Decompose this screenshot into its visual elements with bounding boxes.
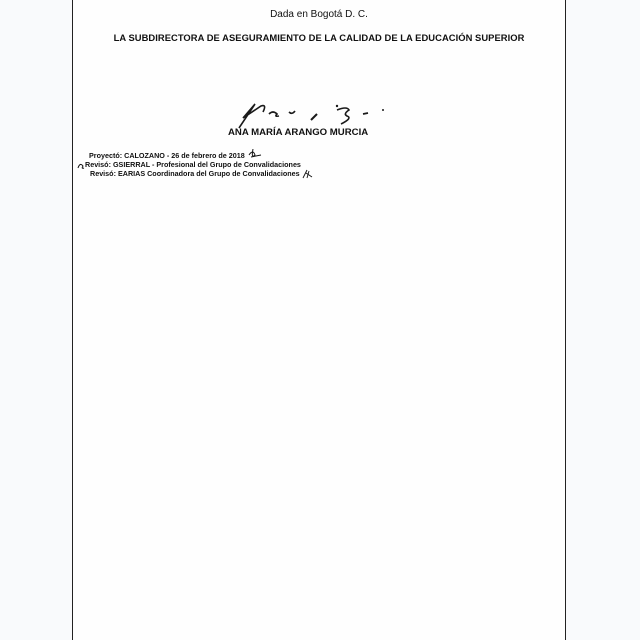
credit-line: Revisó: GSIERRAL - Profesional del Grupo de Convalidaciones [85, 160, 309, 169]
handwritten-signature-icon [233, 98, 393, 130]
initials-mark-icon [302, 169, 314, 179]
document-page [72, 0, 566, 640]
authority-title: LA SUBDIRECTORA DE ASEGURAMIENTO DE LA CALIDAD DE LA EDUCACIÓN SUPERIOR [113, 32, 525, 43]
given-in-location: Dada en Bogotá D. C. [270, 9, 368, 20]
initials-mark-icon [77, 160, 85, 169]
document-credits [77, 149, 301, 179]
signer-name: ANA MARÍA ARANGO MURCIA [228, 127, 369, 138]
credit-line: Proyectó: CALOZANO - 26 de febrero de 2018 [89, 149, 313, 160]
credit-line: Revisó: EARIAS Coordinadora del Grupo de Convalidaciones [90, 169, 314, 179]
initials-mark-icon [247, 149, 263, 159]
